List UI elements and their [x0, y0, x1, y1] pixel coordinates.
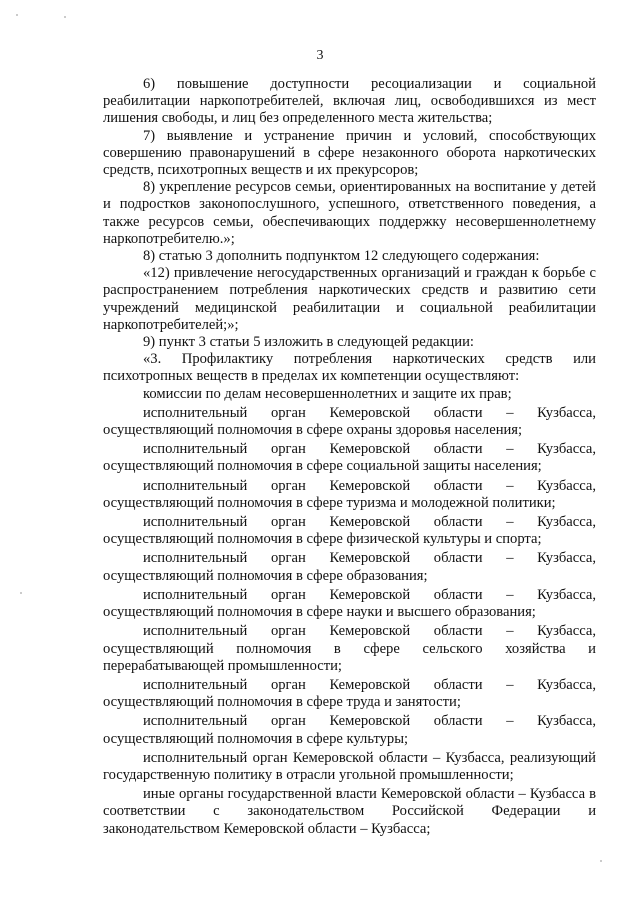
paragraph-authority-sport: исполнительный орган Кемеровской области – Кузбасса, осуществляющий полномочия в сфере физической культуры и спорта; [103, 514, 596, 548]
paragraph-authority-labour: исполнительный орган Кемеровской области – Кузбасса, осуществляющий полномочия в сфере труда и занятости; [103, 676, 596, 711]
paragraph-commissions: комиссии по делам несовершеннолетних и защите их прав; [143, 385, 512, 402]
paragraph-clause-3: «3. Профилактику потребления наркотических средств или психотропных веществ в пределах их компетенции осуществляют: [103, 351, 596, 385]
paragraph-item-7: 7) выявление и устранение причин и условий, способствующих совершению правонарушений в сфере незаконного оборота наркотических средств, психотропных веществ и их прекурсоров; [103, 127, 596, 179]
scan-speck [600, 860, 602, 862]
paragraph-authority-tourism: исполнительный орган Кемеровской области – Кузбасса, осуществляющий полномочия в сфере туризма и молодежной политики; [103, 477, 596, 511]
paragraph-authority-science: исполнительный орган Кемеровской области – Кузбасса, осуществляющий полномочия в сфере науки и высшего образования; [103, 586, 596, 621]
paragraph-item-6: 6) повышение доступности ресоциализации и социальной реабилитации наркопотребителей, включая лиц, освободившихся из мест лишения свободы, и лиц без определенного места жительства; [103, 76, 596, 127]
paragraph-amendment-9: 9) пункт 3 статьи 5 изложить в следующей редакции: [143, 334, 474, 351]
paragraph-item-12: «12) привлечение негосударственных организаций и граждан к борьбе с распространением потребления наркотических средств и развитию сети учреждений медицинской реабилитации и социальной реабилитации наркопотребителей;»; [103, 265, 596, 333]
paragraph-other-authorities: иные органы государственной власти Кемеровской области – Кузбасса в соответствии с законодательством Российской Федерации и законодательством Кемеровской области – Кузбасса; [103, 786, 596, 837]
paragraph-item-8: 8) укрепление ресурсов семьи, ориентированных на воспитание у детей и подростков законопослушного, успешного, ответственного поведения, а также ресурсов семьи, обеспечивающих поддержку несовершеннолетнему наркопотребителю.»; [103, 179, 596, 247]
page-number: 3 [316, 48, 324, 63]
paragraph-authority-health: исполнительный орган Кемеровской области – Кузбасса, осуществляющий полномочия в сфере охраны здоровья населения; [103, 404, 596, 439]
paragraph-authority-education: исполнительный орган Кемеровской области – Кузбасса, осуществляющий полномочия в сфере образования; [103, 550, 596, 584]
scan-speck [16, 14, 18, 16]
document-body [103, 76, 596, 838]
paragraph-authority-coal: исполнительный орган Кемеровской области – Кузбасса, реализующий государственную политику в отрасли угольной промышленности; [103, 749, 596, 783]
paragraph-amendment-8: 8) статью 3 дополнить подпунктом 12 следующего содержания: [143, 248, 540, 265]
scan-speck [64, 16, 66, 18]
paragraph-authority-culture: исполнительный орган Кемеровской области – Кузбасса, осуществляющий полномочия в сфере культуры; [103, 713, 596, 747]
paragraph-authority-social: исполнительный орган Кемеровской области – Кузбасса, осуществляющий полномочия в сфере социальной защиты населения; [103, 441, 596, 475]
paragraph-authority-agriculture: исполнительный орган Кемеровской области – Кузбасса, осуществляющий полномочия в сфере сельского хозяйства и перерабатывающей промышленности; [103, 623, 596, 674]
scan-speck [20, 592, 22, 594]
